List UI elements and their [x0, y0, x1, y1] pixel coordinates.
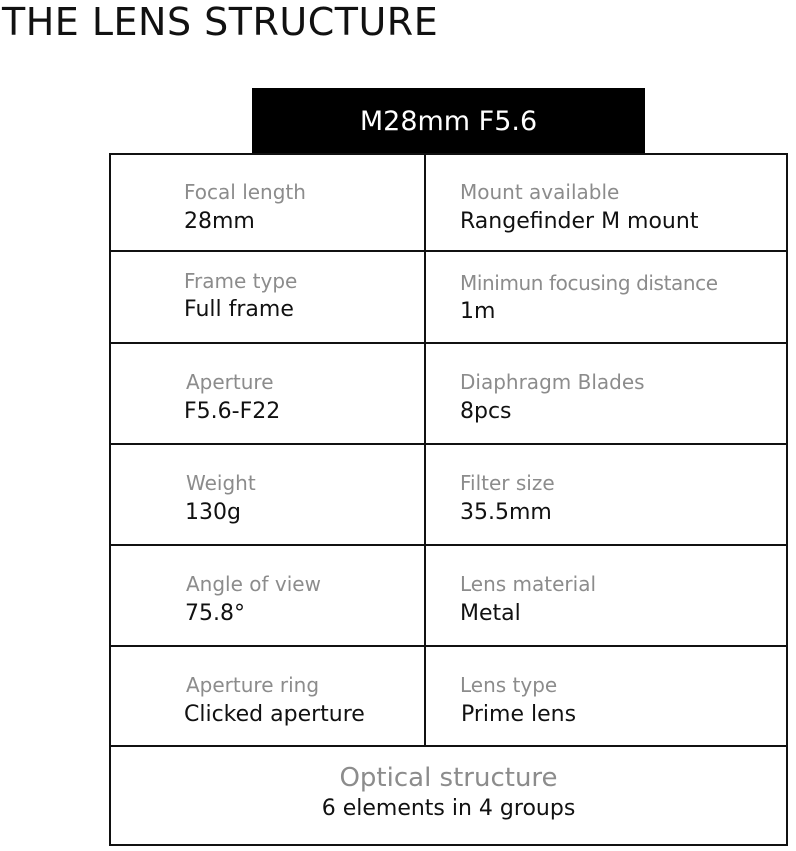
spec-value: Prime lens	[461, 702, 577, 727]
spec-value: Metal	[460, 601, 521, 626]
spec-label: Aperture	[186, 370, 274, 394]
model-banner: M28mm F5.6	[252, 88, 645, 153]
spec-value: 1m	[460, 299, 496, 324]
spec-cell-lens-material	[426, 546, 786, 645]
spec-label: Minimun focusing distance	[460, 271, 718, 295]
spec-cell-angle-of-view	[111, 546, 426, 645]
optical-structure-label: Optical structure	[339, 763, 558, 793]
optical-structure-value: 6 elements in 4 groups	[321, 796, 576, 821]
spec-row	[111, 155, 786, 252]
spec-cell-focal-length	[111, 155, 426, 250]
spec-value: Clicked aperture	[184, 702, 365, 727]
spec-cell-aperture	[111, 344, 426, 443]
spec-table	[109, 153, 788, 846]
spec-label: Frame type	[184, 269, 298, 293]
spec-value: 8pcs	[460, 399, 512, 424]
spec-cell-mount-available	[426, 155, 786, 250]
spec-cell-frame-type	[111, 252, 426, 342]
spec-value: 130g	[185, 500, 241, 525]
page-title: THE LENS STRUCTURE	[2, 0, 439, 44]
optical-structure	[111, 747, 786, 844]
spec-cell-diaphragm-blades	[426, 344, 786, 443]
spec-label: Lens type	[460, 673, 558, 697]
spec-row	[111, 647, 786, 747]
spec-label: Focal length	[184, 180, 306, 204]
spec-cell-aperture-ring	[111, 647, 426, 745]
spec-value: Rangefinder M mount	[460, 209, 699, 234]
spec-label: Diaphragm Blades	[460, 370, 645, 394]
spec-label: Weight	[186, 471, 256, 495]
spec-label: Aperture ring	[186, 673, 320, 697]
spec-value: 75.8°	[185, 601, 245, 626]
spec-cell-min-focusing-distance	[426, 252, 786, 342]
spec-row	[111, 344, 786, 445]
spec-row	[111, 252, 786, 344]
spec-value: 28mm	[184, 209, 255, 234]
spec-label: Lens material	[460, 572, 597, 596]
spec-cell-lens-type	[426, 647, 786, 745]
spec-row	[111, 546, 786, 647]
spec-value: Full frame	[184, 297, 294, 322]
spec-label: Angle of view	[186, 572, 321, 596]
spec-value: 35.5mm	[460, 500, 552, 525]
spec-cell-filter-size	[426, 445, 786, 544]
spec-label: Filter size	[460, 471, 555, 495]
spec-value: F5.6-F22	[184, 399, 281, 424]
spec-cell-weight	[111, 445, 426, 544]
spec-row	[111, 445, 786, 546]
spec-label: Mount available	[460, 180, 620, 204]
